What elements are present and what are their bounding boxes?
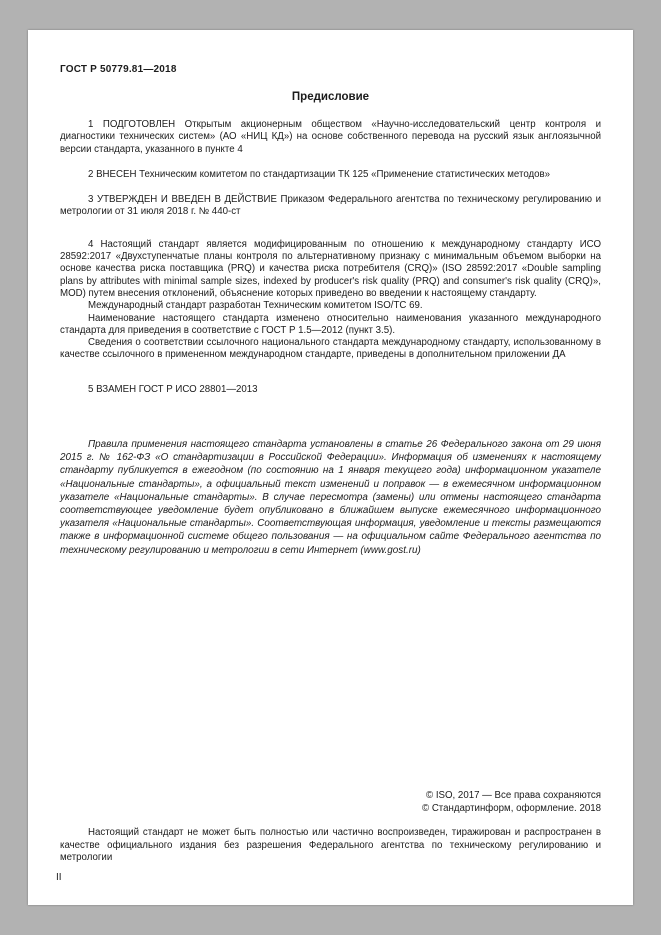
copyright-block [422,789,601,815]
clause-4 [60,239,601,362]
clause-1: 1 ПОДГОТОВЛЕН Открытым акционерным обществом «Научно-исследовательский центр контроля и диагностики технических систем» (АО «НИЦ КД») на основе собственного перевода на русский язык англоязычной версии стандарта, указанного в пункте 4 [60,119,601,155]
copyright-iso: © ISO, 2017 — Все права сохраняются [426,790,601,801]
clause-5: 5 ВЗАМЕН ГОСТ Р ИСО 28801—2013 [88,383,258,395]
clause-4-note-annex: Сведения о соответствии ссылочного национального стандарта международному стандарту, использованному в качестве ссылочного в примененном международном стандарте, приведены в дополнительном приложении ДА [60,337,601,361]
clause-4-main: 4 Настоящий стандарт является модифицированным по отношению к международному стандарту ИСО 28592:2017 «Двухступенчатые планы контроля по альтернативному признаку с минимальным объемом выборки на основе качества риска поставщика (PRQ) и качества риска потребителя (CRQ)» (ISO 28592:2017 «Double sampling plans by attributes with minimal sample sizes, indexed by producer's risk quality (PRQ) and consumer's risk quality (CRQ)», MOD) путем внесения отклонений, объяснение которых приведено во введении к настоящему стандарту. [60,238,601,299]
document-page [28,30,633,905]
doc-number-header: ГОСТ Р 50779.81—2018 [60,64,177,75]
clause-4-note-name-change: Наименование настоящего стандарта изменено относительно наименования указанного международного стандарта для приведения в соответствие с ГОСТ Р 1.5—2012 (пункт 3.5). [60,312,601,336]
clause-2: 2 ВНЕСЕН Техническим комитетом по стандартизации ТК 125 «Применение статистических методов» [88,168,551,180]
page-title: Предисловие [291,91,370,103]
clause-3: 3 УТВЕРЖДЕН И ВВЕДЕН В ДЕЙСТВИЕ Приказом Федерального агентства по техническому регулированию и метрологии от 31 июля 2018 г. № 440-ст [60,194,601,218]
copyright-standartinform: © Стандартинформ, оформление. 2018 [421,803,601,814]
page-number: II [56,872,62,883]
legal-notice: Правила применения настоящего стандарта установлены в статье 26 Федерального закона от 29 июня 2015 г. № 162-ФЗ «О стандартизации в Российской Федерации». Информация об изменениях к настоящему стандарту публикуется в ежегодном (по состоянию на 1 января текущего года) информационном указателе «Национальные стандарты», а официальный текст изменений и поправок — в ежемесячном информационном указателе «Национальные стандарты». В случае пересмотра (замены) или отмены настоящего стандарта соответствующее уведомление будет опубликовано в ближайшем выпуске ежемесячного информационного указателя «Национальные стандарты». Соответствующая информация, уведомление и тексты размещаются также в информационной системе общего пользования — на официальном сайте Федерального агентства по техническому регулированию и метрологии в сети Интернет (www.gost.ru) [60,439,601,556]
clause-4-note-iso-tc: Международный стандарт разработан Техническим комитетом ISO/TC 69. [88,300,423,312]
reproduction-notice: Настоящий стандарт не может быть полностью или частично воспроизведен, тиражирован и распространен в качестве официального издания без разрешения Федерального агентства по техническому регулированию и метрологии [60,827,601,864]
